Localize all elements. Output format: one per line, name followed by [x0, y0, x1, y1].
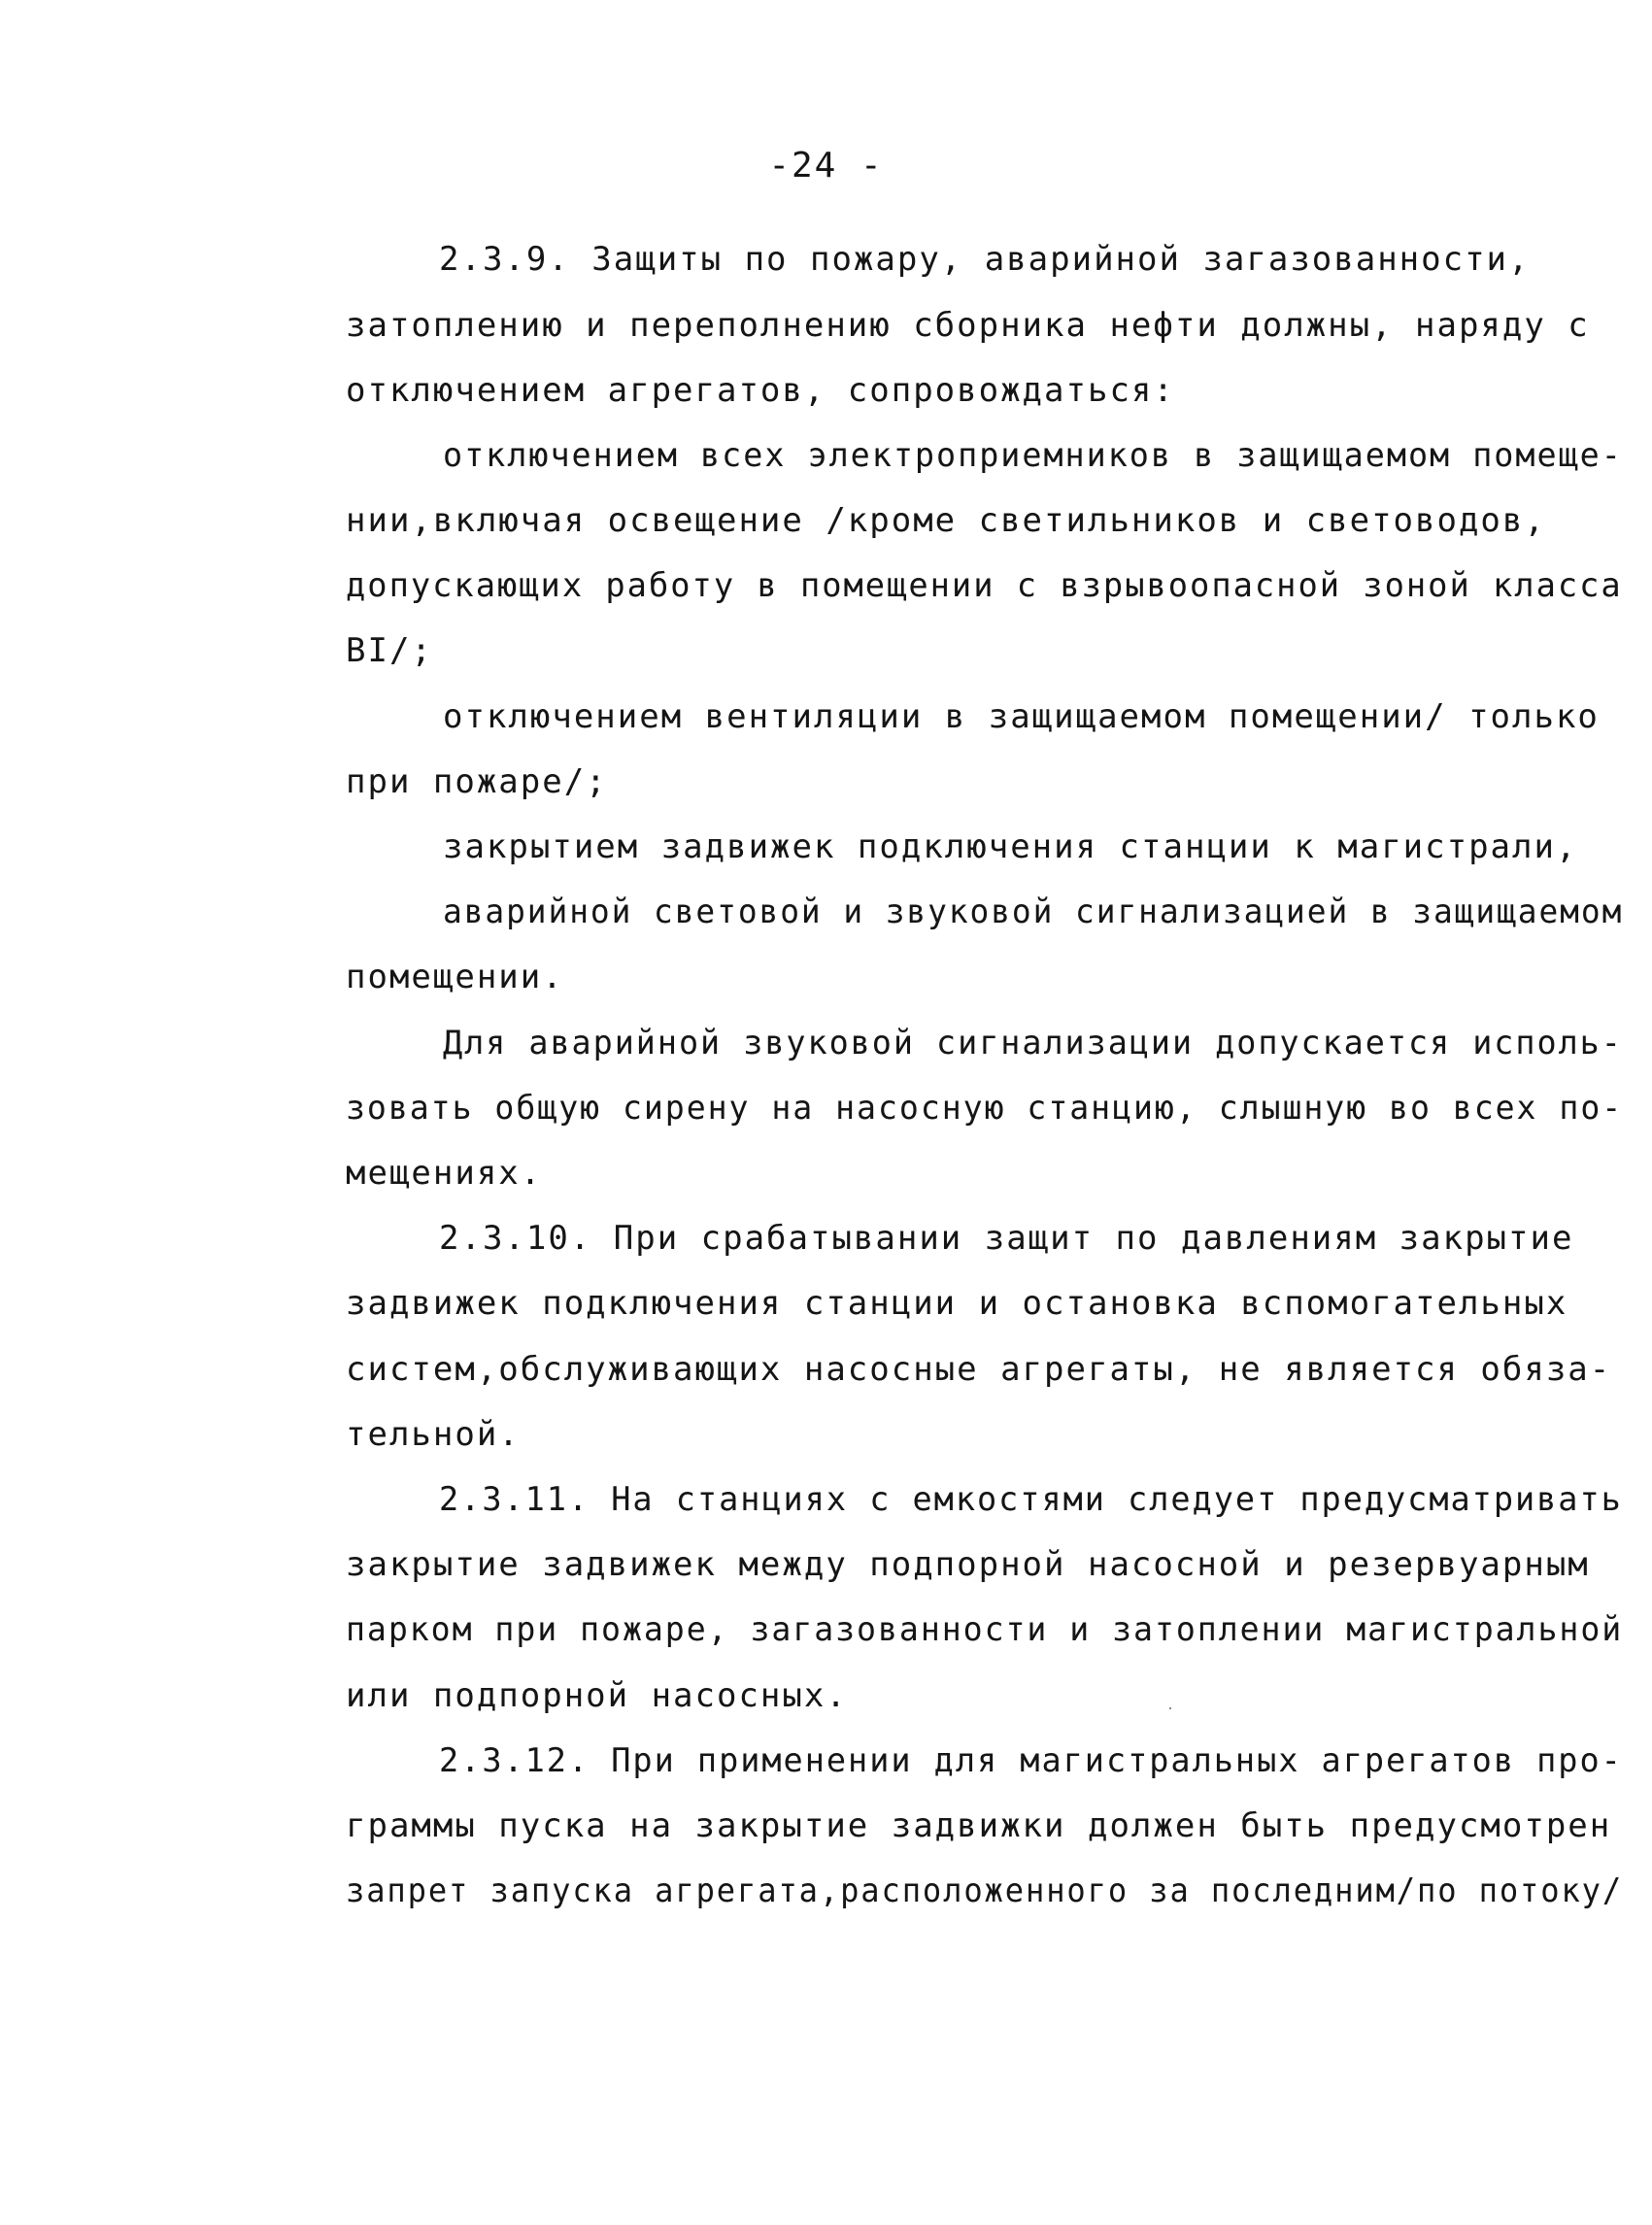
paragraph-2-3-11-line-1: 2.3.11. На станциях с емкостями следует предусматривать	[439, 1480, 1623, 1519]
paragraph-siren-line-3: мещениях.	[346, 1154, 543, 1193]
paragraph-2-3-10-line-1: 2.3.10. При срабатывании защит по давлениям закрытие	[439, 1219, 1574, 1258]
scan-speck	[1169, 1707, 1171, 1709]
list-item-electro-line-4: BI/;	[346, 631, 433, 670]
paragraph-2-3-10-line-3: систем,обслуживающих насосные агрегаты, не является обяза-	[346, 1350, 1612, 1389]
list-item-alarm-line-2: помещении.	[346, 958, 564, 996]
paragraph-2-3-12-line-2: граммы пуска на закрытие задвижки должен быть предусмотрен	[346, 1806, 1612, 1845]
list-item-electro-line-2: нии,включая освещение /кроме светильников и световодов,	[346, 501, 1546, 540]
paragraph-2-3-11-line-2: закрытие задвижек между подпорной насосной и резервуарным	[346, 1545, 1590, 1584]
paragraph-siren-line-2: зовать общую сирену на насосную станцию, слышную во всех по-	[346, 1089, 1624, 1128]
paragraph-2-3-9-line-2: затоплению и переполнению сборника нефти должны, наряду с	[346, 306, 1590, 345]
paragraph-2-3-11-line-4: или подпорной насосных.	[346, 1676, 848, 1715]
page-number: -24 -	[768, 146, 884, 185]
paragraph-siren-line-1: Для аварийной звуковой сигнализации допускается исполь-	[443, 1024, 1623, 1062]
list-item-valves: закрытием задвижек подключения станции к магистрали,	[443, 827, 1578, 866]
paragraph-2-3-11-line-3: парком при пожаре, загазованности и затоплении магистральной	[346, 1610, 1624, 1649]
paragraph-2-3-10-line-2: задвижек подключения станции и остановка вспомогательных	[346, 1284, 1568, 1323]
paragraph-2-3-10-line-4: тельной.	[346, 1415, 521, 1454]
list-item-alarm-line-1: аварийной световой и звуковой сигнализацией в защищаемом	[443, 893, 1624, 931]
paragraph-2-3-12-line-3: запрет запуска агрегата,расположенного за последним/по потоку/	[346, 1871, 1624, 1910]
list-item-electro-line-1: отключением всех электроприемников в защищаемом помеще-	[443, 436, 1623, 475]
paragraph-2-3-12-line-1: 2.3.12. При применении для магистральных агрегатов про-	[439, 1741, 1623, 1780]
list-item-ventilation-line-2: при пожаре/;	[346, 762, 608, 801]
paragraph-2-3-9-line-1: 2.3.9. Защиты по пожару, аварийной загазованности,	[439, 240, 1531, 279]
list-item-electro-line-3: допускающих работу в помещении с взрывоопасной зоной класса	[346, 566, 1623, 605]
list-item-ventilation-line-1: отключением вентиляции в защищаемом помещении/ только	[443, 697, 1600, 736]
paragraph-2-3-9-line-3: отключением агрегатов, сопровождаться:	[346, 371, 1175, 410]
